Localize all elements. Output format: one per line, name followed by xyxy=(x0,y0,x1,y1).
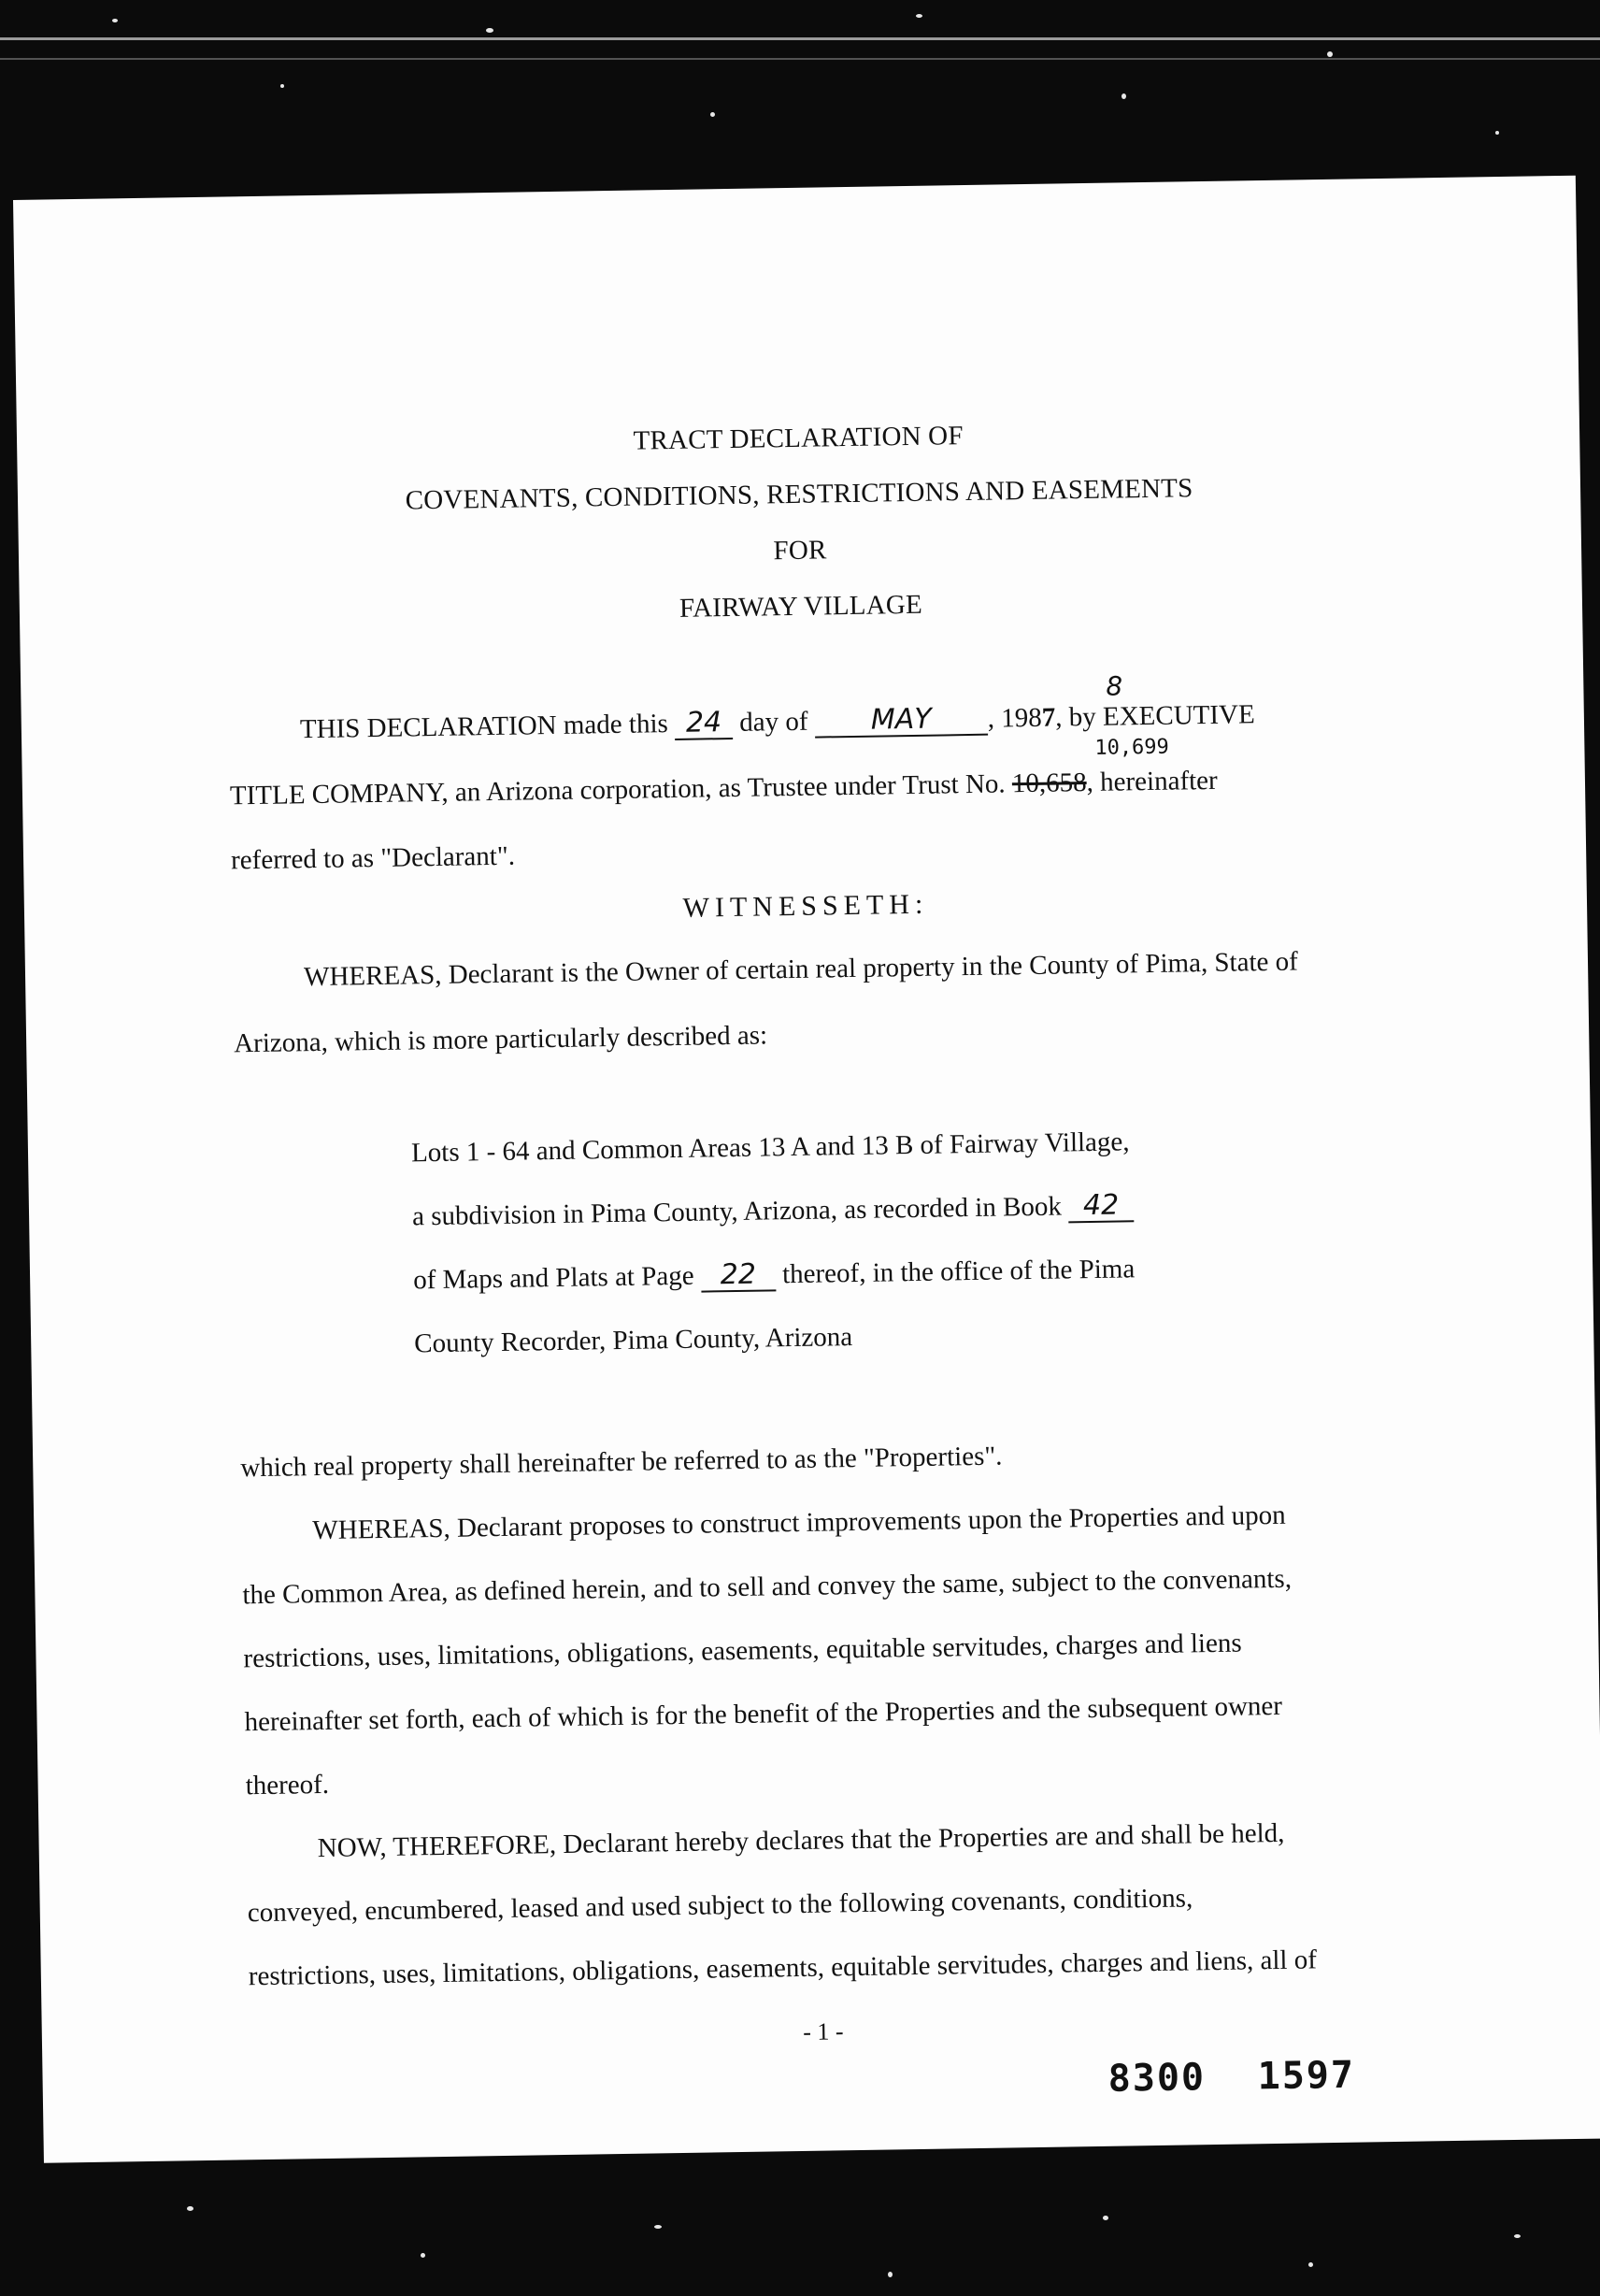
now-therefore-line-2: conveyed, encumbered, leased and used subject to the following covenants, conditions, xyxy=(247,1883,1193,1929)
intro-text: , by xyxy=(1055,701,1097,733)
handwritten-book: 42 xyxy=(1068,1190,1135,1223)
description-text: thereof, in the office of the Pima xyxy=(781,1254,1136,1290)
description-line-3 xyxy=(413,1254,1136,1297)
scan-edge-line xyxy=(0,37,1600,40)
scan-speckle xyxy=(1103,2216,1108,2220)
scan-speckle xyxy=(187,2206,193,2211)
scan-speckle xyxy=(654,2225,662,2229)
scan-speckle xyxy=(710,112,715,117)
properties-line: which real property shall hereinafter be referred to as the "Properties". xyxy=(240,1441,1003,1484)
scan-speckle xyxy=(916,14,922,18)
now-therefore-line-3: restrictions, uses, limitations, obligations, easements, equitable servitudes, charges and liens, all of xyxy=(248,1944,1318,1992)
inserted-trust-number: 10,699 xyxy=(1094,735,1170,760)
scan-speckle xyxy=(112,19,118,22)
scan-speckle xyxy=(1308,2262,1313,2267)
title-line-2: COVENANTS, CONDITIONS, RESTRICTIONS AND EASEMENTS xyxy=(405,473,1193,516)
description-line-1: Lots 1 - 64 and Common Areas 13 A and 13 B of Fairway Village, xyxy=(410,1126,1130,1169)
year-digit: 7 xyxy=(1041,702,1056,733)
handwritten-month: MAY xyxy=(815,704,989,739)
page-number: - 1 - xyxy=(802,2017,844,2045)
description-line-4: County Recorder, Pima County, Arizona xyxy=(414,1322,853,1359)
recording-stamp-page: 1597 xyxy=(1257,2053,1356,2099)
whereas-2-line-1: WHEREAS, Declarant proposes to construct improvements upon the Properties and upon xyxy=(312,1500,1286,1546)
now-therefore-line-1: NOW, THEREFORE, Declarant hereby declares that the Properties are and shall be held, xyxy=(317,1817,1285,1864)
document-page xyxy=(13,176,1600,2163)
scan-speckle xyxy=(1121,93,1126,99)
description-line-2 xyxy=(412,1190,1135,1233)
executive-text: EXECUTIVE xyxy=(1102,699,1255,732)
intro-line-3: referred to as "Declarant". xyxy=(230,840,516,876)
scan-speckle xyxy=(1327,51,1333,57)
handwritten-day: 24 xyxy=(675,708,734,740)
intro-text: THIS DECLARATION made this xyxy=(299,709,669,745)
scan-speckle xyxy=(421,2253,425,2258)
whereas-2-line-3: restrictions, uses, limitations, obligations, easements, equitable servitudes, charges and liens xyxy=(243,1628,1242,1674)
whereas-1-line-1: WHEREAS, Declarant is the Owner of certain real property in the County of Pima, State of xyxy=(303,946,1299,993)
handwritten-page: 22 xyxy=(701,1259,777,1292)
title-line-1: TRACT DECLARATION OF xyxy=(633,421,964,456)
intro-line-2 xyxy=(230,766,1218,812)
title-line-3: FOR xyxy=(773,535,827,567)
whereas-1-line-2: Arizona, which is more particularly described as: xyxy=(233,1020,768,1059)
intro-text: , hereinafter xyxy=(1086,765,1218,798)
struck-trust-number: 10,658 xyxy=(1011,768,1087,799)
scan-speckle xyxy=(280,84,284,88)
handwritten-year-correction: 8 xyxy=(1106,670,1123,702)
intro-text: TITLE COMPANY, an Arizona corporation, as Trustee under Trust No. xyxy=(229,768,1006,811)
description-text: of Maps and Plats at Page xyxy=(412,1260,694,1296)
whereas-2-line-4: hereinafter set forth, each of which is for the benefit of the Properties and the subsequent owner xyxy=(244,1690,1283,1738)
scan-speckle xyxy=(1514,2234,1521,2238)
witnesseth-heading: WITNESSETH: xyxy=(682,888,929,924)
whereas-2-line-2: the Common Area, as defined herein, and to sell and convey the same, subject to the convenants, xyxy=(242,1563,1293,1611)
title-line-4: FAIRWAY VILLAGE xyxy=(679,589,923,624)
whereas-2-line-5: thereof. xyxy=(245,1769,330,1801)
scan-edge-line xyxy=(0,58,1600,60)
scan-speckle xyxy=(888,2272,893,2277)
description-text: a subdivision in Pima County, Arizona, as recorded in Book xyxy=(411,1191,1063,1232)
scan-speckle xyxy=(486,28,493,33)
recording-stamp-docket: 8300 xyxy=(1107,2056,1207,2101)
scan-speckle xyxy=(1495,131,1499,135)
intro-text: day of xyxy=(739,706,808,738)
intro-text: , 198 xyxy=(987,702,1043,734)
